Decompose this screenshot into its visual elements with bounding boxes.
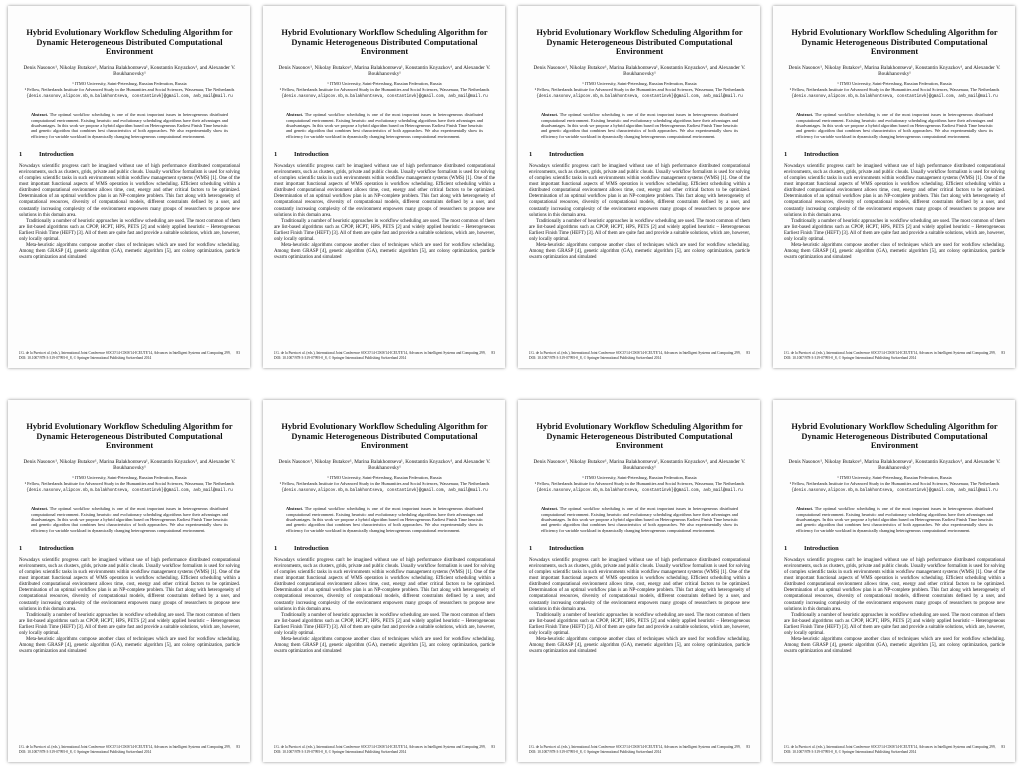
section-heading: [19, 545, 240, 552]
paper-abstract: [796, 506, 993, 532]
paper-emails: {denis.nasonov,alipcov.nb,m.balakhontseva, constantinvk}@gmail.com, avb_mail@mail.ru: [281, 489, 488, 494]
paper-footer: [19, 351, 240, 360]
footer-citation: J.G. de la Puerta et al. (eds.), International Joint Conference SOCO'14-CISIS'14-ICEUTE'14, Advances in Intelligent Systems and Computing 299,: [19, 351, 231, 355]
paper-authors: Denis Nasonov¹, Nikolay Butakov¹, Marina Balakhontseva¹, Konstantin Knyazkov¹, and Alexander V. Boukhanovsky¹: [788, 458, 1001, 472]
page-number: 83: [1001, 745, 1005, 749]
body-paragraph: Traditionally a number of heuristic approaches in workflow scheduling are used. The most common of them are list-based algorithms such as CPOP, HCPT, HPS, PETS [2] and widely applied heuristic – Heterogeneous Earliest Finish Time (HEFT) [3]. All of them are quite fast and provide a suitable solutions, which are, however, only locally optimal.: [274, 218, 495, 242]
paper-page-thumbnail[interactable]: [8, 400, 250, 762]
abstract-label: Abstract.: [796, 506, 814, 512]
footer-doi: DOI: 10.1007/978-3-319-07995-0_8, © Springer International Publishing Switzerland 2014: [784, 749, 917, 754]
section-heading: [784, 151, 1005, 158]
body-paragraph: Traditionally a number of heuristic approaches in workflow scheduling are used. The most common of them are list-based algorithms such as CPOP, HCPT, HPS, PETS [2] and widely applied heuristic – Heterogeneous Earliest Finish Time (HEFT) [3]. All of them are quite fast and provide a suitable solutions, which are, however, only locally optimal.: [19, 218, 240, 242]
abstract-label: Abstract.: [541, 112, 559, 118]
body-paragraph: Meta-heuristic algorithms compose another class of techniques which are used for workflow scheduling. Among them GRASP [4], genetic algorithm (GA), memetic algorithm [5], ant colony optimization, particle swarm optimization and simulated: [19, 243, 240, 261]
paper-affiliation: ² Fellow, Netherlands Institute for Advanced Study in the Humanities and Social Sciences, Wassenaar, The Netherlands: [789, 480, 1000, 486]
paper-footer: [19, 745, 240, 754]
paper-page-thumbnail[interactable]: [518, 400, 760, 762]
body-paragraph: Meta-heuristic algorithms compose another class of techniques which are used for workflow scheduling. Among them GRASP [4], genetic algorithm (GA), memetic algorithm [5], ant colony optimization, particle swarm optimization and simulated: [784, 637, 1005, 655]
body-paragraph: Meta-heuristic algorithms compose another class of techniques which are used for workflow scheduling. Among them GRASP [4], genetic algorithm (GA), memetic algorithm [5], ant colony optimization, particle swarm optimization and simulated: [274, 243, 495, 261]
abstract-text: The optimal workflow scheduling is one of the most important issues in heterogeneous distributed computational environment. Existing heuristic and evolutionary scheduling algorithms have their advantages and disadvantages. In this work we propose a hybrid algorithm based on Heterogeneous Earliest Finish Time heuristic and genetic algorithm that combines best characteristics of both approaches. We also experimentally show its efficiency for variable workload in dynamically changing heterogeneous computational environment.: [31, 506, 228, 533]
abstract-text: The optimal workflow scheduling is one of the most important issues in heterogeneous distributed computational environment. Existing heuristic and evolutionary scheduling algorithms have their advantages and disadvantages. In this work we propose a hybrid algorithm based on Heterogeneous Earliest Finish Time heuristic and genetic algorithm that combines best characteristics of both approaches. We also experimentally show its efficiency for variable workload in dynamically changing heterogeneous computational environment.: [286, 506, 483, 533]
body-paragraph: Meta-heuristic algorithms compose another class of techniques which are used for workflow scheduling. Among them GRASP [4], genetic algorithm (GA), memetic algorithm [5], ant colony optimization, particle swarm optimization and simulated: [19, 637, 240, 655]
section-title: Introduction: [549, 150, 584, 158]
paper-body: [274, 164, 495, 262]
body-paragraph: Traditionally a number of heuristic approaches in workflow scheduling are used. The most common of them are list-based algorithms such as CPOP, HCPT, HPS, PETS [2] and widely applied heuristic – Heterogeneous Earliest Finish Time (HEFT) [3]. All of them are quite fast and provide a suitable solutions, which are, however, only locally optimal.: [19, 612, 240, 636]
paper-affiliation: ¹ ITMO University, Saint-Petersburg, Russian Federation, Russia: [837, 475, 952, 481]
paper-body: [274, 558, 495, 656]
paper-body: [19, 558, 240, 656]
paper-body: [784, 558, 1005, 656]
section-heading: [274, 545, 495, 552]
body-paragraph: Nowadays scientific progress can't be imagined without use of high performance distributed computational environments, such as clusters, grids, private and public clouds. Usually workflow formalism is used for solving of complex scientific tasks in such environments within workflow management systems (WMS) [1]. One of the most important functional aspects of WMS operation is workflow scheduling. Efficient scheduling within a distributed computational environment allows time, cost, energy and other critical factors to be optimized. Determination of an optimal workflow plan is an NP-complete problem. This fact along with heterogeneity of computational resources, diversity of computational models, different constraints defined by a user, and constantly increasing complexity of the environment empowers many groups of researchers to propose new solutions in this domain area.: [19, 557, 240, 612]
paper-page-thumbnail[interactable]: [773, 6, 1015, 368]
body-paragraph: Nowadays scientific progress can't be imagined without use of high performance distributed computational environments, such as clusters, grids, private and public clouds. Usually workflow formalism is used for solving of complex scientific tasks in such environments within workflow management systems (WMS) [1]. One of the most important functional aspects of WMS operation is workflow scheduling. Efficient scheduling within a distributed computational environment allows time, cost, energy and other critical factors to be optimized. Determination of an optimal workflow plan is an NP-complete problem. This fact along with heterogeneity of computational resources, diversity of computational models, different constraints defined by a user, and constantly increasing complexity of the environment empowers many groups of researchers to propose new solutions in this domain area.: [19, 163, 240, 218]
paper-emails: {denis.nasonov,alipcov.nb,m.balakhontseva, constantinvk}@gmail.com, avb_mail@mail.ru: [281, 95, 488, 100]
paper-footer: [529, 745, 750, 754]
footer-citation: J.G. de la Puerta et al. (eds.), International Joint Conference SOCO'14-CISIS'14-ICEUTE'14, Advances in Intelligent Systems and Computing 299,: [274, 745, 486, 749]
paper-authors: Denis Nasonov¹, Nikolay Butakov¹, Marina Balakhontseva¹, Konstantin Knyazkov¹, and Alexander V. Boukhanovsky¹: [23, 64, 236, 78]
abstract-label: Abstract.: [286, 506, 304, 512]
paper-abstract: [286, 506, 483, 532]
paper-affiliation: ² Fellow, Netherlands Institute for Advanced Study in the Humanities and Social Sciences, Wassenaar, The Netherlands: [534, 480, 745, 486]
paper-affiliation: ² Fellow, Netherlands Institute for Advanced Study in the Humanities and Social Sciences, Wassenaar, The Netherlands: [24, 480, 235, 486]
body-paragraph: Traditionally a number of heuristic approaches in workflow scheduling are used. The most common of them are list-based algorithms such as CPOP, HCPT, HPS, PETS [2] and widely applied heuristic – Heterogeneous Earliest Finish Time (HEFT) [3]. All of them are quite fast and provide a suitable solutions, which are, however, only locally optimal.: [529, 612, 750, 636]
paper-emails: {denis.nasonov,alipcov.nb,m.balakhontseva, constantinvk}@gmail.com, avb_mail@mail.ru: [26, 95, 233, 100]
section-number: 1: [274, 544, 278, 552]
paper-page-thumbnail[interactable]: [263, 6, 505, 368]
footer-citation: J.G. de la Puerta et al. (eds.), International Joint Conference SOCO'14-CISIS'14-ICEUTE'14, Advances in Intelligent Systems and Computing 299,: [529, 745, 741, 749]
page-number: 83: [236, 745, 240, 749]
footer-doi: DOI: 10.1007/978-3-319-07995-0_8, © Springer International Publishing Switzerland 2014: [529, 749, 662, 754]
paper-emails: {denis.nasonov,alipcov.nb,m.balakhontseva, constantinvk}@gmail.com, avb_mail@mail.ru: [536, 95, 743, 100]
footer-doi: DOI: 10.1007/978-3-319-07995-0_8, © Springer International Publishing Switzerland 2014: [19, 355, 152, 360]
paper-page-thumbnail[interactable]: [518, 6, 760, 368]
paper-affiliation: ¹ ITMO University, Saint-Petersburg, Russian Federation, Russia: [327, 475, 442, 481]
page-number: 83: [1001, 351, 1005, 355]
paper-body: [19, 164, 240, 262]
paper-title: Hybrid Evolutionary Workflow Scheduling Algorithm for Dynamic Heterogeneous Distributed Computational Environment: [536, 28, 743, 57]
section-number: 1: [784, 544, 788, 552]
paper-affiliation: ² Fellow, Netherlands Institute for Advanced Study in the Humanities and Social Sciences, Wassenaar, The Netherlands: [789, 86, 1000, 92]
footer-citation: J.G. de la Puerta et al. (eds.), International Joint Conference SOCO'14-CISIS'14-ICEUTE'14, Advances in Intelligent Systems and Computing 299,: [529, 351, 741, 355]
paper-affiliation: ¹ ITMO University, Saint-Petersburg, Russian Federation, Russia: [582, 475, 697, 481]
paper-footer: [784, 351, 1005, 360]
section-title: Introduction: [804, 150, 839, 158]
section-number: 1: [529, 544, 533, 552]
footer-doi: DOI: 10.1007/978-3-319-07995-0_8, © Springer International Publishing Switzerland 2014: [784, 355, 917, 360]
section-heading: [529, 151, 750, 158]
paper-affiliation: ¹ ITMO University, Saint-Petersburg, Russian Federation, Russia: [72, 475, 187, 481]
section-number: 1: [274, 150, 278, 158]
paper-body: [529, 558, 750, 656]
paper-page-thumbnail[interactable]: [8, 6, 250, 368]
paper-abstract: [541, 506, 738, 532]
paper-title: Hybrid Evolutionary Workflow Scheduling Algorithm for Dynamic Heterogeneous Distributed Computational Environment: [791, 422, 998, 451]
footer-citation: J.G. de la Puerta et al. (eds.), International Joint Conference SOCO'14-CISIS'14-ICEUTE'14, Advances in Intelligent Systems and Computing 299,: [19, 745, 231, 749]
section-number: 1: [529, 150, 533, 158]
section-heading: [19, 151, 240, 158]
paper-abstract: [31, 112, 228, 138]
paper-authors: Denis Nasonov¹, Nikolay Butakov¹, Marina Balakhontseva¹, Konstantin Knyazkov¹, and Alexander V. Boukhanovsky¹: [278, 64, 491, 78]
body-paragraph: Traditionally a number of heuristic approaches in workflow scheduling are used. The most common of them are list-based algorithms such as CPOP, HCPT, HPS, PETS [2] and widely applied heuristic – Heterogeneous Earliest Finish Time (HEFT) [3]. All of them are quite fast and provide a suitable solutions, which are, however, only locally optimal.: [784, 612, 1005, 636]
abstract-text: The optimal workflow scheduling is one of the most important issues in heterogeneous distributed computational environment. Existing heuristic and evolutionary scheduling algorithms have their advantages and disadvantages. In this work we propose a hybrid algorithm based on Heterogeneous Earliest Finish Time heuristic and genetic algorithm that combines best characteristics of both approaches. We also experimentally show its efficiency for variable workload in dynamically changing heterogeneous computational environment.: [31, 112, 228, 139]
paper-body: [529, 164, 750, 262]
paper-page-thumbnail[interactable]: [773, 400, 1015, 762]
abstract-label: Abstract.: [796, 112, 814, 118]
body-paragraph: Meta-heuristic algorithms compose another class of techniques which are used for workflow scheduling. Among them GRASP [4], genetic algorithm (GA), memetic algorithm [5], ant colony optimization, particle swarm optimization and simulated: [274, 637, 495, 655]
paper-emails: {denis.nasonov,alipcov.nb,m.balakhontseva, constantinvk}@gmail.com, avb_mail@mail.ru: [791, 95, 998, 100]
body-paragraph: Nowadays scientific progress can't be imagined without use of high performance distributed computational environments, such as clusters, grids, private and public clouds. Usually workflow formalism is used for solving of complex scientific tasks in such environments within workflow management systems (WMS) [1]. One of the most important functional aspects of WMS operation is workflow scheduling. Efficient scheduling within a distributed computational environment allows time, cost, energy and other critical factors to be optimized. Determination of an optimal workflow plan is an NP-complete problem. This fact along with heterogeneity of computational resources, diversity of computational models, different constraints defined by a user, and constantly increasing complexity of the environment empowers many groups of researchers to propose new solutions in this domain area.: [529, 163, 750, 218]
paper-abstract: [286, 112, 483, 138]
paper-abstract: [541, 112, 738, 138]
footer-citation: J.G. de la Puerta et al. (eds.), International Joint Conference SOCO'14-CISIS'14-ICEUTE'14, Advances in Intelligent Systems and Computing 299,: [784, 351, 996, 355]
section-number: 1: [784, 150, 788, 158]
paper-title: Hybrid Evolutionary Workflow Scheduling Algorithm for Dynamic Heterogeneous Distributed Computational Environment: [281, 422, 488, 451]
paper-title: Hybrid Evolutionary Workflow Scheduling Algorithm for Dynamic Heterogeneous Distributed Computational Environment: [26, 422, 233, 451]
page-number: 83: [746, 745, 750, 749]
body-paragraph: Nowadays scientific progress can't be imagined without use of high performance distributed computational environments, such as clusters, grids, private and public clouds. Usually workflow formalism is used for solving of complex scientific tasks in such environments within workflow management systems (WMS) [1]. One of the most important functional aspects of WMS operation is workflow scheduling. Efficient scheduling within a distributed computational environment allows time, cost, energy and other critical factors to be optimized. Determination of an optimal workflow plan is an NP-complete problem. This fact along with heterogeneity of computational resources, diversity of computational models, different constraints defined by a user, and constantly increasing complexity of the environment empowers many groups of researchers to propose new solutions in this domain area.: [274, 557, 495, 612]
section-title: Introduction: [549, 544, 584, 552]
footer-citation: J.G. de la Puerta et al. (eds.), International Joint Conference SOCO'14-CISIS'14-ICEUTE'14, Advances in Intelligent Systems and Computing 299,: [274, 351, 486, 355]
paper-emails: {denis.nasonov,alipcov.nb,m.balakhontseva, constantinvk}@gmail.com, avb_mail@mail.ru: [26, 489, 233, 494]
section-heading: [529, 545, 750, 552]
paper-affiliation: ¹ ITMO University, Saint-Petersburg, Russian Federation, Russia: [837, 81, 952, 87]
section-title: Introduction: [39, 150, 74, 158]
section-title: Introduction: [294, 150, 329, 158]
paper-authors: Denis Nasonov¹, Nikolay Butakov¹, Marina Balakhontseva¹, Konstantin Knyazkov¹, and Alexander V. Boukhanovsky¹: [533, 64, 746, 78]
paper-title: Hybrid Evolutionary Workflow Scheduling Algorithm for Dynamic Heterogeneous Distributed Computational Environment: [26, 28, 233, 57]
paper-authors: Denis Nasonov¹, Nikolay Butakov¹, Marina Balakhontseva¹, Konstantin Knyazkov¹, and Alexander V. Boukhanovsky¹: [533, 458, 746, 472]
section-title: Introduction: [804, 544, 839, 552]
body-paragraph: Nowadays scientific progress can't be imagined without use of high performance distributed computational environments, such as clusters, grids, private and public clouds. Usually workflow formalism is used for solving of complex scientific tasks in such environments within workflow management systems (WMS) [1]. One of the most important functional aspects of WMS operation is workflow scheduling. Efficient scheduling within a distributed computational environment allows time, cost, energy and other critical factors to be optimized. Determination of an optimal workflow plan is an NP-complete problem. This fact along with heterogeneity of computational resources, diversity of computational models, different constraints defined by a user, and constantly increasing complexity of the environment empowers many groups of researchers to propose new solutions in this domain area.: [784, 163, 1005, 218]
body-paragraph: Nowadays scientific progress can't be imagined without use of high performance distributed computational environments, such as clusters, grids, private and public clouds. Usually workflow formalism is used for solving of complex scientific tasks in such environments within workflow management systems (WMS) [1]. One of the most important functional aspects of WMS operation is workflow scheduling. Efficient scheduling within a distributed computational environment allows time, cost, energy and other critical factors to be optimized. Determination of an optimal workflow plan is an NP-complete problem. This fact along with heterogeneity of computational resources, diversity of computational models, different constraints defined by a user, and constantly increasing complexity of the environment empowers many groups of researchers to propose new solutions in this domain area.: [274, 163, 495, 218]
paper-body: [784, 164, 1005, 262]
footer-doi: DOI: 10.1007/978-3-319-07995-0_8, © Springer International Publishing Switzerland 2014: [274, 355, 407, 360]
paper-affiliation: ² Fellow, Netherlands Institute for Advanced Study in the Humanities and Social Sciences, Wassenaar, The Netherlands: [24, 86, 235, 92]
abstract-label: Abstract.: [31, 112, 49, 118]
paper-authors: Denis Nasonov¹, Nikolay Butakov¹, Marina Balakhontseva¹, Konstantin Knyazkov¹, and Alexander V. Boukhanovsky¹: [278, 458, 491, 472]
paper-footer: [784, 745, 1005, 754]
paper-page-thumbnail[interactable]: [263, 400, 505, 762]
abstract-text: The optimal workflow scheduling is one of the most important issues in heterogeneous distributed computational environment. Existing heuristic and evolutionary scheduling algorithms have their advantages and disadvantages. In this work we propose a hybrid algorithm based on Heterogeneous Earliest Finish Time heuristic and genetic algorithm that combines best characteristics of both approaches. We also experimentally show its efficiency for variable workload in dynamically changing heterogeneous computational environment.: [796, 112, 993, 139]
body-paragraph: Meta-heuristic algorithms compose another class of techniques which are used for workflow scheduling. Among them GRASP [4], genetic algorithm (GA), memetic algorithm [5], ant colony optimization, particle swarm optimization and simulated: [529, 637, 750, 655]
footer-doi: DOI: 10.1007/978-3-319-07995-0_8, © Springer International Publishing Switzerland 2014: [529, 355, 662, 360]
body-paragraph: Traditionally a number of heuristic approaches in workflow scheduling are used. The most common of them are list-based algorithms such as CPOP, HCPT, HPS, PETS [2] and widely applied heuristic – Heterogeneous Earliest Finish Time (HEFT) [3]. All of them are quite fast and provide a suitable solutions, which are, however, only locally optimal.: [784, 218, 1005, 242]
page-number: 83: [491, 745, 495, 749]
page-number: 83: [746, 351, 750, 355]
section-title: Introduction: [39, 544, 74, 552]
body-paragraph: Traditionally a number of heuristic approaches in workflow scheduling are used. The most common of them are list-based algorithms such as CPOP, HCPT, HPS, PETS [2] and widely applied heuristic – Heterogeneous Earliest Finish Time (HEFT) [3]. All of them are quite fast and provide a suitable solutions, which are, however, only locally optimal.: [274, 612, 495, 636]
abstract-text: The optimal workflow scheduling is one of the most important issues in heterogeneous distributed computational environment. Existing heuristic and evolutionary scheduling algorithms have their advantages and disadvantages. In this work we propose a hybrid algorithm based on Heterogeneous Earliest Finish Time heuristic and genetic algorithm that combines best characteristics of both approaches. We also experimentally show its efficiency for variable workload in dynamically changing heterogeneous computational environment.: [286, 112, 483, 139]
body-paragraph: Nowadays scientific progress can't be imagined without use of high performance distributed computational environments, such as clusters, grids, private and public clouds. Usually workflow formalism is used for solving of complex scientific tasks in such environments within workflow management systems (WMS) [1]. One of the most important functional aspects of WMS operation is workflow scheduling. Efficient scheduling within a distributed computational environment allows time, cost, energy and other critical factors to be optimized. Determination of an optimal workflow plan is an NP-complete problem. This fact along with heterogeneity of computational resources, diversity of computational models, different constraints defined by a user, and constantly increasing complexity of the environment empowers many groups of researchers to propose new solutions in this domain area.: [529, 557, 750, 612]
paper-affiliation: ² Fellow, Netherlands Institute for Advanced Study in the Humanities and Social Sciences, Wassenaar, The Netherlands: [534, 86, 745, 92]
section-number: 1: [19, 150, 23, 158]
section-heading: [274, 151, 495, 158]
paper-title: Hybrid Evolutionary Workflow Scheduling Algorithm for Dynamic Heterogeneous Distributed Computational Environment: [536, 422, 743, 451]
paper-affiliation: ² Fellow, Netherlands Institute for Advanced Study in the Humanities and Social Sciences, Wassenaar, The Netherlands: [279, 86, 490, 92]
section-title: Introduction: [294, 544, 329, 552]
paper-title: Hybrid Evolutionary Workflow Scheduling Algorithm for Dynamic Heterogeneous Distributed Computational Environment: [281, 28, 488, 57]
abstract-label: Abstract.: [541, 506, 559, 512]
footer-doi: DOI: 10.1007/978-3-319-07995-0_8, © Springer International Publishing Switzerland 2014: [274, 749, 407, 754]
paper-emails: {denis.nasonov,alipcov.nb,m.balakhontseva, constantinvk}@gmail.com, avb_mail@mail.ru: [536, 489, 743, 494]
paper-abstract: [31, 506, 228, 532]
abstract-text: The optimal workflow scheduling is one of the most important issues in heterogeneous distributed computational environment. Existing heuristic and evolutionary scheduling algorithms have their advantages and disadvantages. In this work we propose a hybrid algorithm based on Heterogeneous Earliest Finish Time heuristic and genetic algorithm that combines best characteristics of both approaches. We also experimentally show its efficiency for variable workload in dynamically changing heterogeneous computational environment.: [541, 506, 738, 533]
body-paragraph: Meta-heuristic algorithms compose another class of techniques which are used for workflow scheduling. Among them GRASP [4], genetic algorithm (GA), memetic algorithm [5], ant colony optimization, particle swarm optimization and simulated: [529, 243, 750, 261]
paper-footer: [274, 351, 495, 360]
section-number: 1: [19, 544, 23, 552]
body-paragraph: Nowadays scientific progress can't be imagined without use of high performance distributed computational environments, such as clusters, grids, private and public clouds. Usually workflow formalism is used for solving of complex scientific tasks in such environments within workflow management systems (WMS) [1]. One of the most important functional aspects of WMS operation is workflow scheduling. Efficient scheduling within a distributed computational environment allows time, cost, energy and other critical factors to be optimized. Determination of an optimal workflow plan is an NP-complete problem. This fact along with heterogeneity of computational resources, diversity of computational models, different constraints defined by a user, and constantly increasing complexity of the environment empowers many groups of researchers to propose new solutions in this domain area.: [784, 557, 1005, 612]
abstract-text: The optimal workflow scheduling is one of the most important issues in heterogeneous distributed computational environment. Existing heuristic and evolutionary scheduling algorithms have their advantages and disadvantages. In this work we propose a hybrid algorithm based on Heterogeneous Earliest Finish Time heuristic and genetic algorithm that combines best characteristics of both approaches. We also experimentally show its efficiency for variable workload in dynamically changing heterogeneous computational environment.: [541, 112, 738, 139]
page-number: 83: [491, 351, 495, 355]
abstract-text: The optimal workflow scheduling is one of the most important issues in heterogeneous distributed computational environment. Existing heuristic and evolutionary scheduling algorithms have their advantages and disadvantages. In this work we propose a hybrid algorithm based on Heterogeneous Earliest Finish Time heuristic and genetic algorithm that combines best characteristics of both approaches. We also experimentally show its efficiency for variable workload in dynamically changing heterogeneous computational environment.: [796, 506, 993, 533]
paper-authors: Denis Nasonov¹, Nikolay Butakov¹, Marina Balakhontseva¹, Konstantin Knyazkov¹, and Alexander V. Boukhanovsky¹: [23, 458, 236, 472]
page-number: 83: [236, 351, 240, 355]
section-heading: [784, 545, 1005, 552]
paper-affiliation: ² Fellow, Netherlands Institute for Advanced Study in the Humanities and Social Sciences, Wassenaar, The Netherlands: [279, 480, 490, 486]
paper-title: Hybrid Evolutionary Workflow Scheduling Algorithm for Dynamic Heterogeneous Distributed Computational Environment: [791, 28, 998, 57]
abstract-label: Abstract.: [31, 506, 49, 512]
body-paragraph: Meta-heuristic algorithms compose another class of techniques which are used for workflow scheduling. Among them GRASP [4], genetic algorithm (GA), memetic algorithm [5], ant colony optimization, particle swarm optimization and simulated: [784, 243, 1005, 261]
footer-citation: J.G. de la Puerta et al. (eds.), International Joint Conference SOCO'14-CISIS'14-ICEUTE'14, Advances in Intelligent Systems and Computing 299,: [784, 745, 996, 749]
paper-authors: Denis Nasonov¹, Nikolay Butakov¹, Marina Balakhontseva¹, Konstantin Knyazkov¹, and Alexander V. Boukhanovsky¹: [788, 64, 1001, 78]
paper-footer: [529, 351, 750, 360]
body-paragraph: Traditionally a number of heuristic approaches in workflow scheduling are used. The most common of them are list-based algorithms such as CPOP, HCPT, HPS, PETS [2] and widely applied heuristic – Heterogeneous Earliest Finish Time (HEFT) [3]. All of them are quite fast and provide a suitable solutions, which are, however, only locally optimal.: [529, 218, 750, 242]
footer-doi: DOI: 10.1007/978-3-319-07995-0_8, © Springer International Publishing Switzerland 2014: [19, 749, 152, 754]
paper-affiliation: ¹ ITMO University, Saint-Petersburg, Russian Federation, Russia: [327, 81, 442, 87]
paper-footer: [274, 745, 495, 754]
paper-abstract: [796, 112, 993, 138]
paper-emails: {denis.nasonov,alipcov.nb,m.balakhontseva, constantinvk}@gmail.com, avb_mail@mail.ru: [791, 489, 998, 494]
paper-affiliation: ¹ ITMO University, Saint-Petersburg, Russian Federation, Russia: [582, 81, 697, 87]
paper-affiliation: ¹ ITMO University, Saint-Petersburg, Russian Federation, Russia: [72, 81, 187, 87]
abstract-label: Abstract.: [286, 112, 304, 118]
